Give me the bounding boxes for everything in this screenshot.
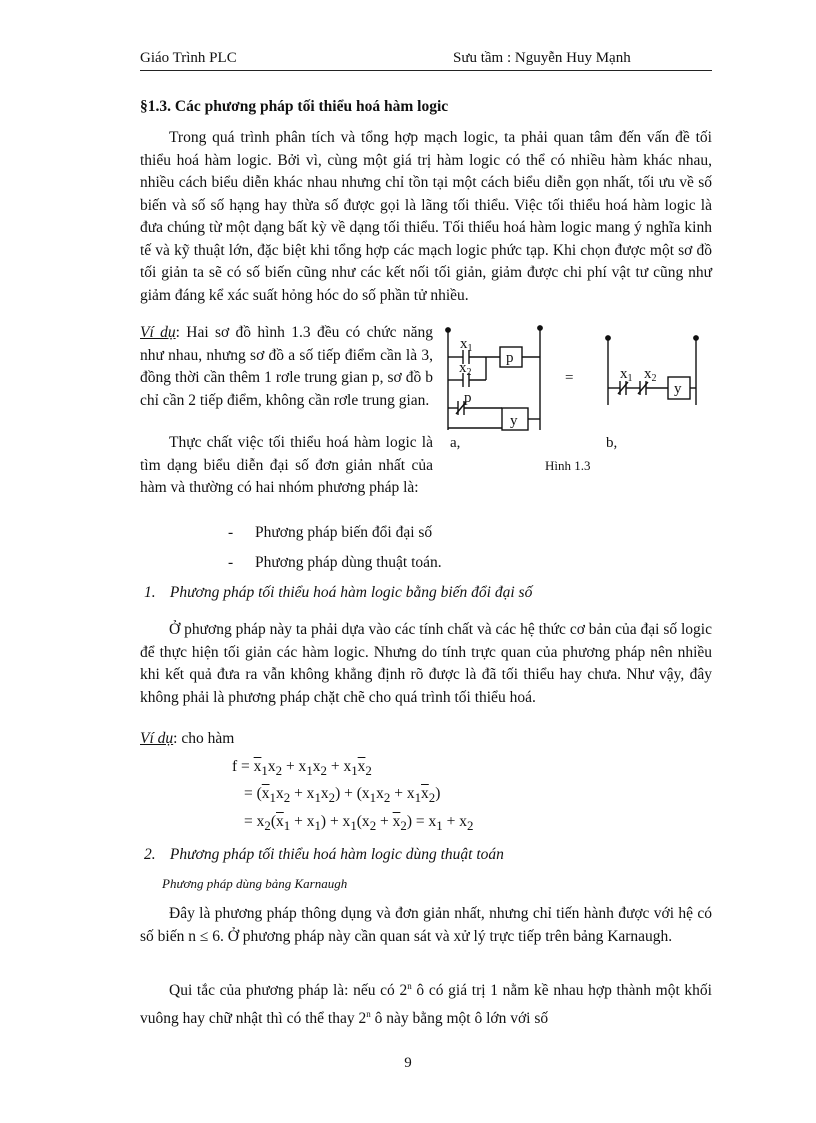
- output-y-label-b: y: [674, 381, 682, 397]
- subsection2-heading: 2. Phương pháp tối thiểu hoá hàm logic dùng thuật toán: [144, 846, 504, 863]
- example1-paragraph: [140, 322, 433, 412]
- terminal-dot: [538, 326, 542, 330]
- subsection2-paragraph2: Qui tắc của phương pháp là: nếu có 2$^n$ ô có giá trị 1 nằm kề nhau hợp thành một khối vuông hay chữ nhật thì có thể thay 2$^n$ ô này bằng một ô lớn với số: [140, 981, 712, 1027]
- subsection1-heading: 1. Phương pháp tối thiểu hoá hàm logic bằng biến đổi đại số: [144, 584, 533, 601]
- equation-line-2: = $(\overline{x}_1x_2 + x_1x_2) + (x_1x_2 + x_1\overline{x}_2)$: [244, 785, 441, 806]
- figure-label-a: a,: [450, 435, 461, 451]
- header-divider: [140, 70, 712, 71]
- svg-text:x2: $x_2$: [644, 366, 657, 384]
- subsection2-subtitle: Phương pháp dùng bảng Karnaugh: [162, 876, 348, 891]
- terminal-dot: [446, 328, 450, 332]
- figure-label-b: b,: [606, 435, 618, 451]
- contact-label-x2-b: x: [644, 366, 652, 382]
- equation-line-3: = $x_2(\overline{x}_1 + x_1) + x_1(x_2 + \overline{x}_2) = x_1 + x_2$: [244, 813, 474, 834]
- example1-label: Ví dụ: [140, 324, 176, 341]
- terminal-dot: [606, 336, 610, 340]
- subsection2-paragraph1: Đây là phương pháp thông dụng và đơn giản nhất, nhưng chỉ tiến hành được với hệ có số biến n ≤ 6. Ở phương pháp này cần quan sát và xử lý trực tiếp trên bảng Karnaugh.: [140, 905, 712, 945]
- example2-text: : cho hàm: [173, 730, 235, 747]
- output-y-label-a: y: [510, 413, 518, 429]
- header-right: Sưu tầm : Nguyễn Huy Mạnh: [453, 50, 631, 66]
- equation-line-1: $f = \overline{x}_1x_2 + x_1x_2 + x_1\overline{x}_2$: [232, 758, 372, 779]
- equals-sign: =: [565, 370, 574, 386]
- svg-text:x1: $x_1$: [460, 336, 473, 354]
- example1-text: : Hai sơ đồ hình 1.3 đều có chức năng như nhau, nhưng sơ đồ a số tiếp điểm cần là 3, đồng thời cần thêm 1 rơle trung gian p, sơ đồ b chỉ cần 2 tiếp điểm, không cần rơle trung gian.: [140, 324, 433, 409]
- svg-text:x1: $x_1$: [620, 366, 633, 384]
- example2-paragraph: [140, 728, 712, 751]
- contact-label-x1: x: [460, 336, 468, 352]
- page-number: 9: [404, 1055, 412, 1071]
- svg-text:x2: $x_2$: [459, 360, 472, 378]
- contact-label-x1-b: x: [620, 366, 628, 382]
- essence-paragraph: Thực chất việc tối thiểu hoá hàm logic là tìm dạng biểu diễn đại số đơn giản nhất của hàm và thường có hai nhóm phương pháp là:: [140, 434, 433, 496]
- section-title: §1.3. Các phương pháp tối thiểu hoá hàm logic: [140, 98, 449, 115]
- intro-paragraph: Trong quá trình phân tích và tổng hợp mạch logic, ta phải quan tâm đến vấn đề tối thiểu hoá hàm logic. Bởi vì, cùng một giá trị hàm logic có thể có nhiều hàm khác nhau, nhiều cách biểu diễn khác nhau nhưng chỉ tồn tại một cách biểu diễn gọn nhất, tối ưu về số biến và số số hạng hay thừa số được gọi là lãng tối thiểu. Việc tối thiểu hoá hàm logic là đưa chúng từ một dạng bất kỳ về dạng tối thiểu. Tối thiểu hoá hàm logic mang ý nghĩa kinh tế và kỹ thuật lớn, đặc biệt khi tổng hợp các mạch logic phức tạp. Khi chọn được một sơ đồ tối giản ta sẽ có số biến cũng như các kết nối tối giản, giảm được chi phí vật tư cũng như giảm đáng kể xác suất hỏng hóc do số phần tử nhiều.: [140, 129, 712, 304]
- subsection1-paragraph: Ở phương pháp này ta phải dựa vào các tính chất và các hệ thức cơ bản của đại số logic để thực hiện tối giản các hàm logic. Nhưng do tính trực quan của phương pháp nên nhiều khi kết quả đưa ra vẫn không khẳng định rõ được là đã tối thiểu hay chưa. Như vậy, đây không phải là phương pháp chặt chẽ cho quá trình tối thiểu hoá.: [140, 621, 712, 706]
- relay-p-label: p: [506, 350, 514, 366]
- header-left: Giáo Trình PLC: [140, 50, 237, 66]
- figure-caption: Hình 1.3: [545, 458, 591, 470]
- example2-label: Ví dụ: [140, 730, 174, 747]
- contact-label-x2: x: [459, 360, 467, 376]
- terminal-dot: [694, 336, 698, 340]
- contact-label-p: p: [464, 390, 472, 406]
- figure-1-3: [440, 320, 712, 470]
